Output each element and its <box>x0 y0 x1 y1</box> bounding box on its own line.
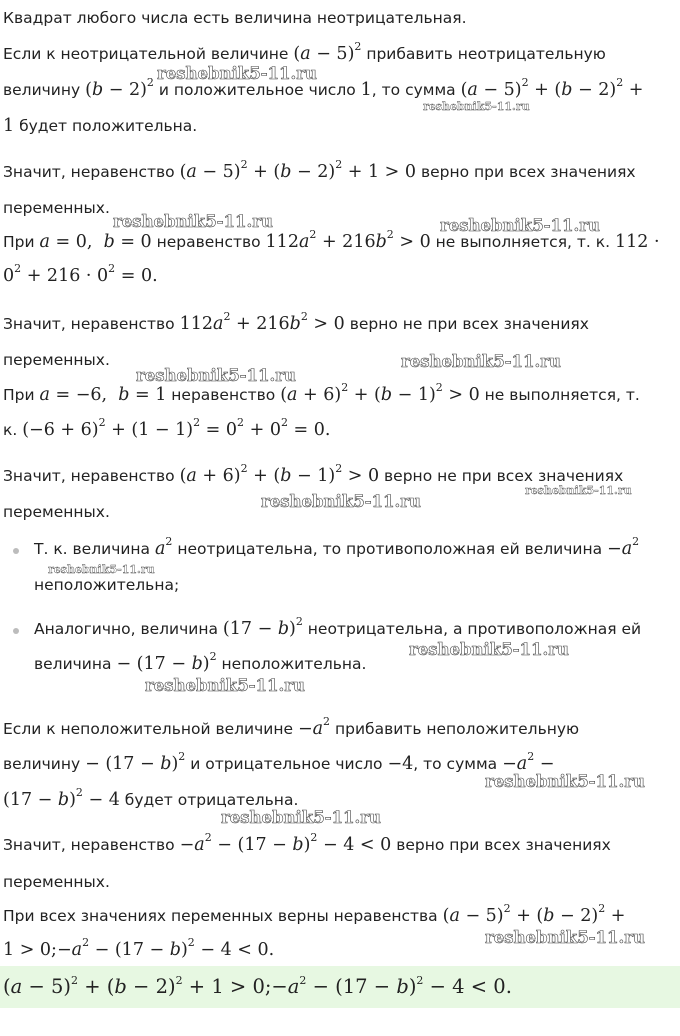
text-line: Если к неотрицательной величине $(a - 5)^2$ прибавить неотрицательную <box>3 40 606 64</box>
watermark: reshebnik5-11.ru <box>409 640 569 659</box>
text-line: переменных. <box>3 199 110 217</box>
text-line: Значит, неравенство $(a + 6)^2 + (b - 1)^2 > 0$ верно не при всех значениях <box>3 462 624 486</box>
watermark: reshebnik5-11.ru <box>221 808 381 827</box>
watermark: reshebnik5-11.ru <box>261 492 421 511</box>
text-line: величину − $(17 - b)^2$ и отрицательное число −4, то сумма $-a^2$ − <box>3 750 555 774</box>
watermark: reshebnik5-11.ru <box>145 676 305 695</box>
watermark: reshebnik5-11.ru <box>157 64 317 83</box>
text-line: Квадрат любого числа есть величина неотрицательная. <box>3 9 467 27</box>
bullet-dot <box>13 548 19 554</box>
watermark: reshebnik5-11.ru <box>136 366 296 385</box>
bullet-item: Аналогично, величина $(17 - b)^2$ неотрицательна, а противоположная ей <box>34 615 642 639</box>
bullet-dot <box>13 628 19 634</box>
bullet-item: Т. к. величина $a^2$ неотрицательна, то противоположная ей величина $-a^2$ <box>34 535 640 559</box>
text-line: При a = 0, b = 0 неравенство $112a^2 + 216b^2 > 0$ не выполняется, т. к. 112 · <box>3 228 660 252</box>
watermark: reshebnik5-11.ru <box>423 100 530 113</box>
watermark: reshebnik5-11.ru <box>113 212 273 231</box>
text-line: Если к неположительной величине $-a^2$ прибавить неположительную <box>3 715 580 739</box>
bullet-item: неположительна; <box>34 576 180 594</box>
text-line: $0^2 + 216 \cdot 0^2 = 0$. <box>3 262 158 286</box>
watermark: reshebnik5-11.ru <box>525 484 632 497</box>
text-line: Значит, неравенство $(a - 5)^2 + (b - 2)^2 + 1 > 0$ верно при всех значениях <box>3 158 636 182</box>
text-line: 1 будет положительна. <box>3 116 198 136</box>
text-line: переменных. <box>3 351 110 369</box>
text-line: При a = −6, b = 1 неравенство $(a + 6)^2 + (b - 1)^2 > 0$ не выполняется, т. <box>3 381 640 405</box>
text-line: величину $(b - 2)^2$ и положительное число 1, то сумма $(a - 5)^2 + (b - 2)^2$ + <box>3 76 644 100</box>
text-line: Значит, неравенство $112a^2 + 216b^2 > 0$ верно не при всех значениях <box>3 310 589 334</box>
answer-formula: $(a - 5)^2 + (b - 2)^2 + 1$ > $0;-a^2 - (17 - b)^2 - 4 < 0$. <box>3 973 512 998</box>
watermark: reshebnik5-11.ru <box>401 352 561 371</box>
text-line: $(17 - b)^2 - 4$ будет отрицательна. <box>3 786 299 810</box>
text-line: При всех значениях переменных верны неравенства $(a - 5)^2 + (b - 2)^2$ + <box>3 902 626 926</box>
text-line: переменных. <box>3 503 110 521</box>
watermark: reshebnik5-11.ru <box>485 928 645 947</box>
text-line: Значит, неравенство $-a^2 - (17 - b)^2 - 4 < 0$ верно при всех значениях <box>3 831 611 855</box>
text-line: переменных. <box>3 873 110 891</box>
bullet-item: величина − $(17 - b)^2$ неположительна. <box>34 650 367 674</box>
text-line: $1 > 0;-a^2 - (17 - b)^2 - 4 < 0$. <box>3 936 275 960</box>
watermark: reshebnik5-11.ru <box>485 772 645 791</box>
text-line: к. $(-6 + 6)^2 + (1 - 1)^2 = 0^2 + 0^2 = 0$. <box>3 416 331 440</box>
watermark: reshebnik5-11.ru <box>440 216 600 235</box>
watermark: reshebnik5-11.ru <box>48 563 155 576</box>
